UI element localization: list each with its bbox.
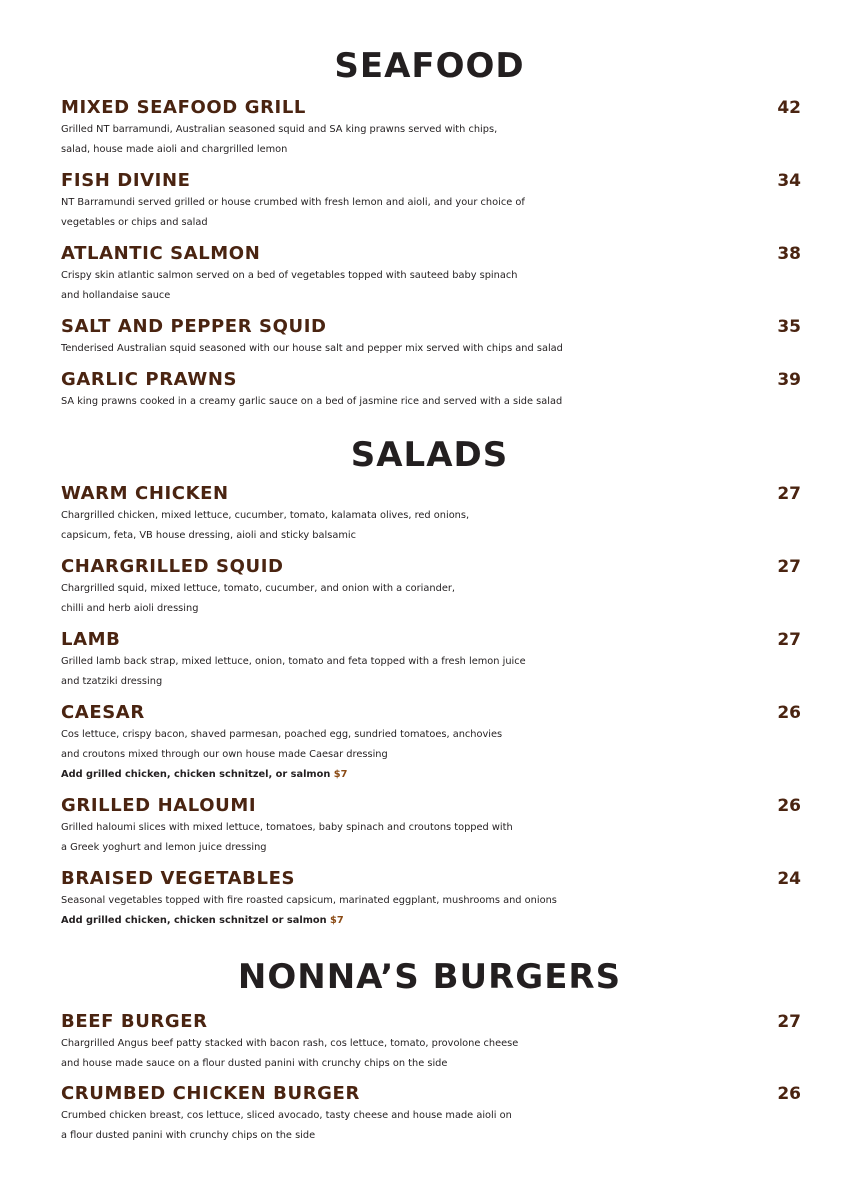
item-description-line: Crispy skin atlantic salmon served on a bed of vegetables topped with sauteed baby spinach — [61, 270, 518, 281]
item-addon — [61, 765, 801, 785]
item-price: 34 — [777, 171, 801, 191]
item-name: MIXED SEAFOOD GRILL — [61, 97, 306, 118]
item-description-line: a flour dusted panini with crunchy chips on the side — [61, 1130, 316, 1141]
item-price: 39 — [777, 370, 801, 390]
menu-item-atlantic-salmon — [61, 243, 801, 306]
item-description-line: Tenderised Australian squid seasoned with our house salt and pepper mix served with chips and salad — [61, 343, 563, 354]
item-name: CRUMBED CHICKEN BURGER — [61, 1083, 360, 1104]
menu-item-beef-burger — [61, 1011, 801, 1074]
menu-item-grilled-haloumi — [61, 795, 801, 858]
item-description-line: Chargrilled Angus beef patty stacked with bacon rash, cos lettuce, tomato, provolone cheese — [61, 1038, 519, 1049]
item-description-line: and house made sauce on a flour dusted panini with crunchy chips on the side — [61, 1058, 448, 1069]
item-description-line: Crumbed chicken breast, cos lettuce, sliced avocado, tasty cheese and house made aioli on — [61, 1110, 512, 1121]
menu-item-caesar — [61, 702, 801, 785]
item-description-line: Grilled lamb back strap, mixed lettuce, onion, tomato and feta topped with a fresh lemon juice — [61, 656, 526, 667]
section-title-seafood: SEAFOOD — [334, 46, 525, 86]
item-description-line: and hollandaise sauce — [61, 290, 171, 301]
item-price: 38 — [777, 244, 801, 264]
item-price: 42 — [777, 98, 801, 118]
addon-text: Add grilled chicken, chicken schnitzel or salmon — [61, 915, 327, 926]
item-addon — [61, 911, 801, 931]
item-name: CAESAR — [61, 702, 145, 723]
item-price: 27 — [777, 1012, 801, 1032]
item-name: SALT AND PEPPER SQUID — [61, 316, 327, 337]
item-name: LAMB — [61, 629, 121, 650]
menu-item-warm-chicken — [61, 483, 801, 546]
item-name: CHARGRILLED SQUID — [61, 556, 284, 577]
item-description-line: capsicum, feta, VB house dressing, aioli and sticky balsamic — [61, 530, 357, 541]
item-description-line: Grilled NT barramundi, Australian seasoned squid and SA king prawns served with chips, — [61, 124, 498, 135]
item-price: 26 — [777, 796, 801, 816]
item-name: GRILLED HALOUMI — [61, 795, 257, 816]
item-description-line: a Greek yoghurt and lemon juice dressing — [61, 842, 267, 853]
item-name: ATLANTIC SALMON — [61, 243, 261, 264]
item-name: BEEF BURGER — [61, 1011, 208, 1032]
item-price: 26 — [777, 703, 801, 723]
item-price: 27 — [777, 484, 801, 504]
addon-price: $7 — [330, 915, 344, 926]
item-price: 26 — [777, 1084, 801, 1104]
item-description-line: chilli and herb aioli dressing — [61, 603, 199, 614]
item-description-line: vegetables or chips and salad — [61, 217, 208, 228]
section-title-salads: SALADS — [350, 435, 509, 475]
menu-item-lamb — [61, 629, 801, 692]
item-description-line: SA king prawns cooked in a creamy garlic sauce on a bed of jasmine rice and served with a side salad — [61, 396, 563, 407]
item-description-line: and croutons mixed through our own house made Caesar dressing — [61, 749, 388, 760]
menu-item-salt-and-pepper-squid — [61, 316, 801, 359]
item-name: GARLIC PRAWNS — [61, 369, 238, 390]
addon-price: $7 — [333, 769, 348, 780]
menu-item-mixed-seafood-grill — [61, 97, 801, 160]
item-description-line: Seasonal vegetables topped with fire roasted capsicum, marinated eggplant, mushrooms and onions — [61, 895, 557, 906]
item-name: WARM CHICKEN — [61, 483, 229, 504]
section-title-nonnas-burgers: NONNA’S BURGERS — [237, 957, 622, 997]
menu-item-braised-vegetables — [61, 868, 801, 931]
item-price: 27 — [777, 630, 801, 650]
item-description-line: Chargrilled squid, mixed lettuce, tomato, cucumber, and onion with a coriander, — [61, 583, 456, 594]
item-description-line: salad, house made aioli and chargrilled lemon — [61, 144, 288, 155]
item-description-line: Cos lettuce, crispy bacon, shaved parmesan, poached egg, sundried tomatoes, anchovies — [61, 729, 503, 740]
item-description-line: Grilled haloumi slices with mixed lettuce, tomatoes, baby spinach and croutons topped with — [61, 822, 513, 833]
menu-item-chargrilled-squid — [61, 556, 801, 619]
addon-text: Add grilled chicken, chicken schnitzel, or salmon — [61, 769, 331, 780]
menu-item-fish-divine — [61, 170, 801, 233]
item-price: 24 — [777, 869, 801, 889]
item-price: 35 — [777, 317, 801, 337]
item-price: 27 — [777, 557, 801, 577]
menu-item-garlic-prawns — [61, 369, 801, 412]
item-description-line: Chargrilled chicken, mixed lettuce, cucumber, tomato, kalamata olives, red onions, — [61, 510, 470, 521]
menu-item-crumbed-chicken-burger — [61, 1083, 801, 1146]
item-name: BRAISED VEGETABLES — [61, 868, 296, 889]
item-name: FISH DIVINE — [61, 170, 191, 191]
item-description-line: and tzatziki dressing — [61, 676, 163, 687]
item-description-line: NT Barramundi served grilled or house crumbed with fresh lemon and aioli, and your choice of — [61, 197, 525, 208]
